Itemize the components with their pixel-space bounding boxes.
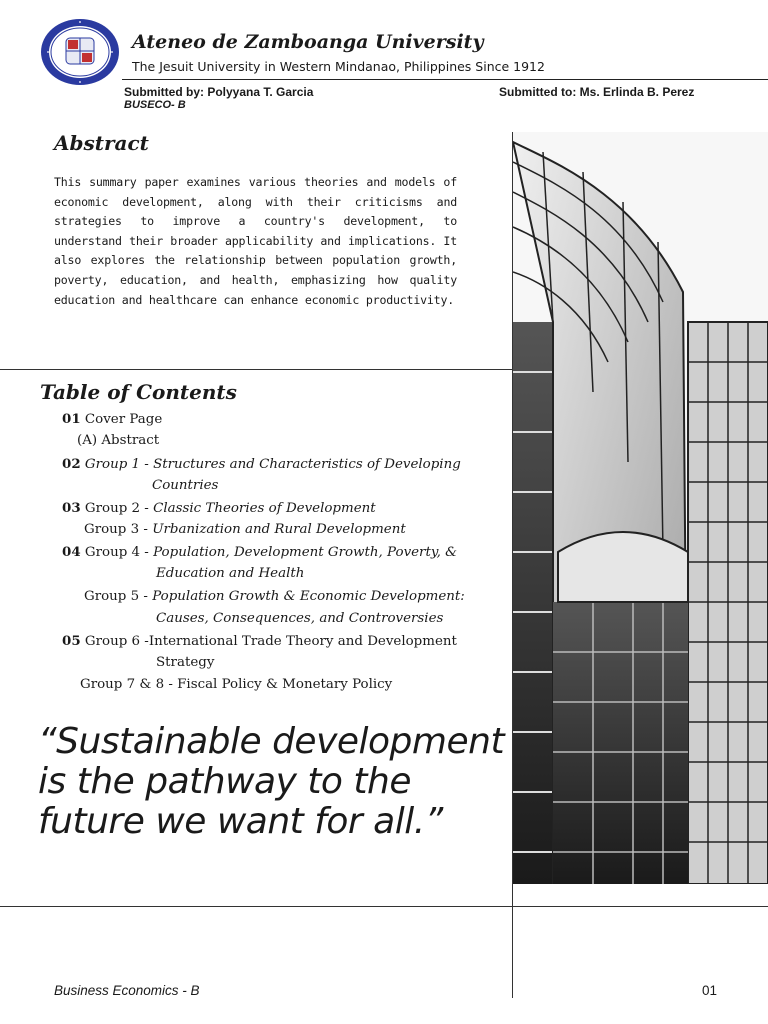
header-divider	[122, 79, 768, 80]
footer-divider	[0, 906, 768, 907]
toc-entry-group4	[62, 544, 457, 560]
toc-title: Classic Theories of Development	[153, 501, 376, 516]
toc-entry-cover	[62, 411, 162, 427]
toc-entry-group6	[62, 633, 457, 649]
page-number: 01	[702, 983, 718, 998]
university-tagline: The Jesuit University in Western Mindanao, Philippines Since 1912	[132, 59, 545, 74]
submitted-to: Submitted to: Ms. Erlinda B. Perez	[499, 85, 695, 99]
building-photo	[513, 132, 768, 884]
toc-text: (A) Abstract	[77, 433, 160, 448]
toc-entry-group7-8	[80, 677, 392, 692]
university-name: Ateneo de Zamboanga University	[132, 31, 484, 53]
pull-quote: “Sustainable development is the pathway to the future we want for all.”	[38, 721, 505, 842]
toc-entry-group3	[84, 522, 406, 537]
section-label: BUSECO- B	[124, 99, 186, 111]
toc-title: Education and Health	[156, 566, 305, 581]
footer-course: Business Economics - B	[54, 983, 200, 998]
toc-title: Countries	[152, 478, 219, 493]
toc-title: Urbanization and Rural Development	[152, 522, 406, 537]
abstract-heading: Abstract	[54, 131, 149, 155]
toc-group: Group 2 -	[84, 501, 149, 516]
section-divider	[0, 369, 512, 370]
toc-text: Cover Page	[84, 412, 163, 427]
toc-title: Population, Development Growth, Poverty, &	[153, 545, 458, 560]
toc-number: 05	[62, 633, 81, 649]
university-seal	[40, 18, 120, 86]
toc-entry-group5-cont	[156, 611, 443, 626]
toc-entry-group6-cont	[156, 655, 214, 670]
toc-group: Group 4 -	[84, 545, 149, 560]
toc-title: Causes, Consequences, and Controversies	[156, 611, 444, 626]
abstract-body: This summary paper examines various theories and models of economic development, along with their criticisms and strategies to improve a country's development, to understand their broader applicability and implications. It also explores the relationship between population growth, poverty, education, and health, emphasizing how quality education and healthcare can enhance economic productivity.	[54, 175, 457, 307]
toc-text: Strategy	[156, 655, 215, 670]
toc-entry-group5	[84, 589, 465, 604]
submitted-by: Submitted by: Polyyana T. Garcia	[124, 85, 314, 99]
toc-entry-group1-cont	[152, 478, 218, 493]
toc-entry-group4-cont	[156, 566, 304, 581]
toc-number: 04	[62, 544, 81, 560]
toc-heading: Table of Contents	[40, 380, 237, 404]
toc-number: 02	[62, 456, 81, 472]
toc-number: 01	[62, 411, 81, 427]
toc-group: Group 1 -	[84, 457, 149, 472]
toc-title: Structures and Characteristics of Developing	[153, 457, 461, 472]
toc-group: Group 3 -	[84, 522, 148, 537]
toc-group: Group 5 -	[84, 589, 148, 604]
toc-entry-abstract	[77, 433, 159, 448]
toc-entry-group1	[62, 456, 461, 472]
toc-text: Group 6 -International Trade Theory and Development	[84, 634, 457, 649]
toc-title: Population Growth & Economic Development:	[152, 589, 465, 604]
toc-number: 03	[62, 500, 81, 516]
toc-entry-group2	[62, 500, 376, 516]
toc-text: Group 7 & 8 - Fiscal Policy & Monetary Policy	[80, 677, 393, 692]
